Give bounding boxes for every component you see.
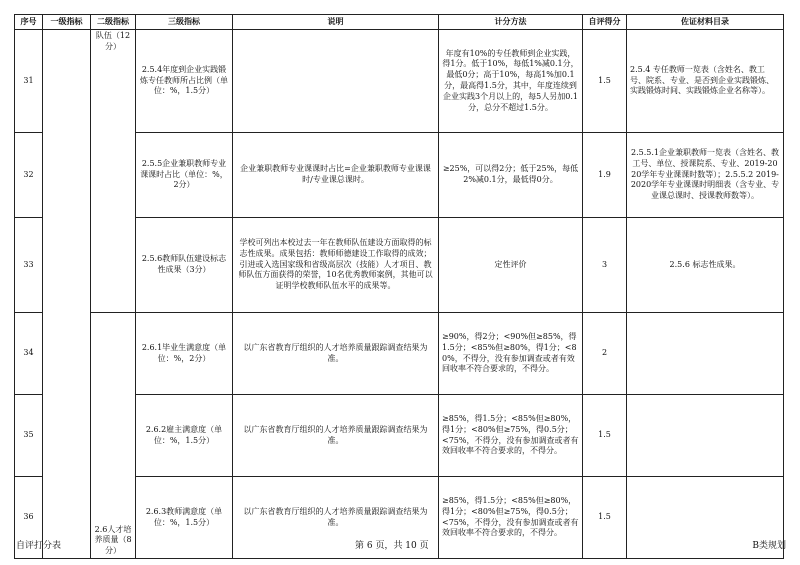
level3-indicator: 2.5.5企业兼职教师专业课课时占比（单位：%，2分） (136, 133, 233, 218)
row-number: 31 (15, 30, 43, 133)
header-cell-no: 序号 (15, 15, 43, 30)
row-number: 36 (15, 477, 43, 559)
level1-cell (43, 30, 91, 559)
description-cell: 以广东省教育厅组织的人才培养质量跟踪调查结果为准。 (233, 477, 439, 559)
description-cell: 企业兼职教师专业课课时占比=企业兼职教师专业课课时/专业课总课时。 (233, 133, 439, 218)
row-number: 35 (15, 395, 43, 477)
footer-right-label: B类规划 (752, 541, 786, 551)
description-cell (233, 30, 439, 133)
evidence-cell (627, 395, 784, 477)
scoring-method-cell: ≥85%，得1.5分；<85%但≥80%，得1分；<80%但≥75%，得0.5分；<75%，不得分，没有参加调查或者有效回收率不符合要求的，不得分。 (439, 477, 583, 559)
description-cell: 以广东省教育厅组织的人才培养质量跟踪调查结果为准。 (233, 395, 439, 477)
header-cell-level3: 三级指标 (136, 15, 233, 30)
header-cell-description: 说明 (233, 15, 439, 30)
header-cell-scoring-method: 计分方法 (439, 15, 583, 30)
scoring-method-cell: 定性评价 (439, 218, 583, 313)
level3-indicator: 2.5.6教师队伍建设标志性成果（3分） (136, 218, 233, 313)
header-cell-level2: 二级指标 (91, 15, 136, 30)
evidence-cell: 2.5.6 标志性成果。 (627, 218, 784, 313)
level2-cell: 2.6人才培养质量（8分） (91, 313, 136, 559)
evidence-cell: 2.5.5.1企业兼职教师一览表（含姓名、教工号、单位、授课院系、专业、2019-2020学年专业课课时数等）；2.5.5.2 2019-2020学年专业课课时明细表（含专业、专业课总课时、授课教师数等）。 (627, 133, 784, 218)
description-cell: 以广东省教育厅组织的人才培养质量跟踪调查结果为准。 (233, 313, 439, 395)
score-table (14, 14, 784, 559)
row-number: 32 (15, 133, 43, 218)
row-number: 34 (15, 313, 43, 395)
description-cell: 学校可列出本校过去一年在教师队伍建设方面取得的标志性成果。成果包括：教师师德建设工作取得的成效；引进或入选国家级和省级高层次（技能）人才项目、教师队伍方面获得的荣誉，10名优秀教师案例，其他可以证明学校教师队伍水平的成果等。 (233, 218, 439, 313)
self-score-cell: 2 (583, 313, 627, 395)
scoring-method-cell: ≥85%，得1.5分；<85%但≥80%，得1分；<80%但≥75%，得0.5分；<75%，不得分，没有参加调查或者有效回收率不符合要求的，不得分。 (439, 395, 583, 477)
self-score-cell: 1.9 (583, 133, 627, 218)
level3-indicator: 2.6.3教师满意度（单位：%，1.5分） (136, 477, 233, 559)
footer-left-label: 自评打分表 (16, 541, 62, 551)
row-number: 33 (15, 218, 43, 313)
header-cell-level1: 一级指标 (43, 15, 91, 30)
self-score-cell: 1.5 (583, 477, 627, 559)
self-score-cell: 3 (583, 218, 627, 313)
header-cell-evidence: 佐证材料目录 (627, 15, 784, 30)
scoring-method-cell: 年度有10%的专任教师到企业实践，得1分。低于10%，每低1%减0.1分，最低0分；高于10%，每高1%加0.1分，最高得1.5分，其中，年度连续到企业实践3个月以上的，每5人另加0.1分，总分不超过1.5分。 (439, 30, 583, 133)
table-row (15, 313, 784, 395)
scoring-method-cell: ≥90%，得2分；<90%但≥85%，得1.5分；<85%但≥80%，得1分；<80%，不得分，没有参加调查或者有效回收率不符合要求的，不得分。 (439, 313, 583, 395)
self-score-cell: 1.5 (583, 30, 627, 133)
evidence-cell: 2.5.4 专任教师一览表（含姓名、教工号、院系、专业、是否到企业实践锻炼、实践锻炼时间、实践锻炼企业名称等）。 (627, 30, 784, 133)
level3-indicator: 2.5.4年度到企业实践锻炼专任教师所占比例（单位：%，1.5分） (136, 30, 233, 133)
evidence-cell (627, 313, 784, 395)
header-row (15, 15, 784, 30)
page-number: 第 6 页，共 10 页 (355, 541, 429, 551)
level3-indicator: 2.6.1毕业生满意度（单位：%，2分） (136, 313, 233, 395)
table-row (15, 30, 784, 133)
scoring-method-cell: ≥25%，可以得2分；低于25%，每低2%减0.1分，最低得0分。 (439, 133, 583, 218)
level3-indicator: 2.6.2雇主满意度（单位：%，1.5分） (136, 395, 233, 477)
header-cell-self-score: 自评得分 (583, 15, 627, 30)
level2-cell: 队伍（12分） (91, 30, 136, 313)
self-score-cell: 1.5 (583, 395, 627, 477)
